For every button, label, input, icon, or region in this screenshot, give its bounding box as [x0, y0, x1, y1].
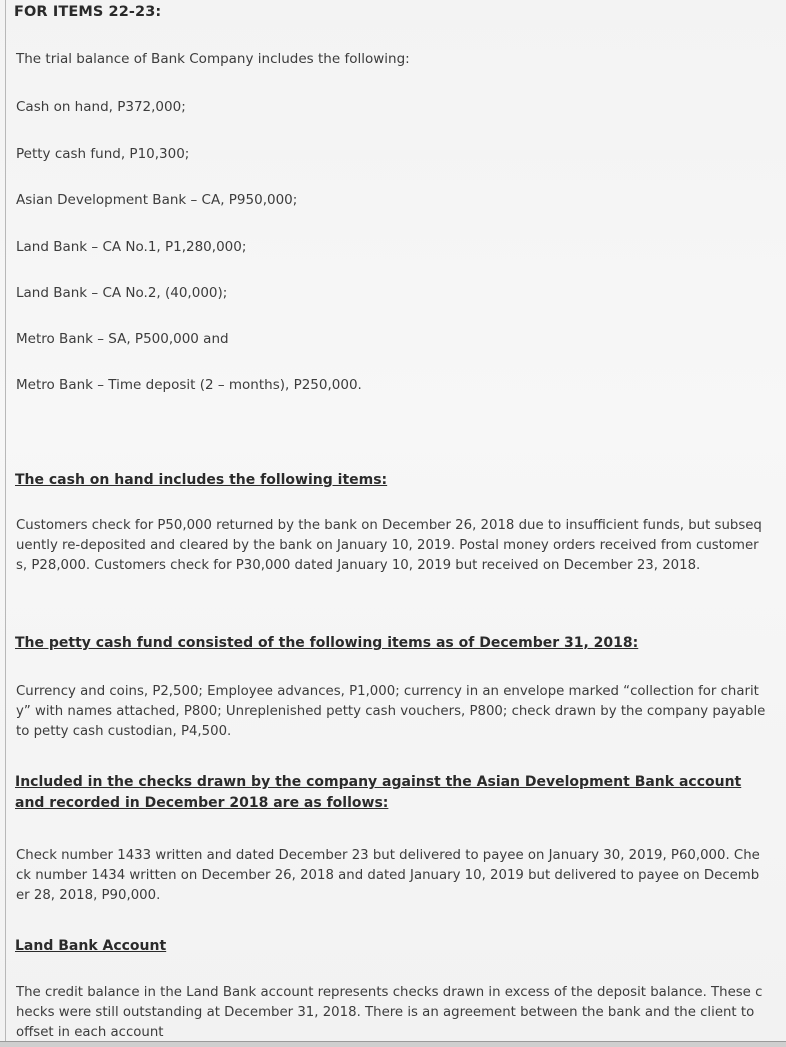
balance-item: Cash on hand, P372,000; [16, 99, 186, 115]
section-title-land-bank: Land Bank Account [15, 938, 167, 954]
section-title-petty-cash: The petty cash fund consisted of the following items as of December 31, 2018: [15, 635, 639, 651]
balance-item: Asian Development Bank – CA, P950,000; [16, 192, 298, 208]
items-heading: FOR ITEMS 22-23: [14, 4, 162, 20]
intro-text: The trial balance of Bank Company includes the following: [16, 51, 410, 67]
section-title-cash-on-hand: The cash on hand includes the following items: [15, 472, 388, 488]
section-body-land-bank: The credit balance in the Land Bank account represents checks drawn in excess of the deposit balance. These checks were still outstanding at December 31, 2018. There is an agreement between the bank and the client to offset in each account [16, 985, 763, 1040]
section-body-checks-drawn: Check number 1433 written and dated December 23 but delivered to payee on January 30, 2019, P60,000. Check number 1434 written on December 26, 2018 and dated January 10, 2019 but delivered to payee on December 28, 2018, P90,000. [16, 848, 760, 903]
balance-item: Land Bank – CA No.2, (40,000); [16, 285, 228, 301]
section-body-cash-on-hand: Customers check for P50,000 returned by the bank on December 26, 2018 due to insufficient funds, but subsequently re-deposited and cleared by the bank on January 10, 2019. Postal money orders received from customers, P28,000. Customers check for P30,000 dated January 10, 2019 but received on December 23, 2018. [16, 518, 762, 573]
balance-item: Metro Bank – SA, P500,000 and [16, 331, 229, 347]
bottom-border [0, 1041, 786, 1047]
balance-item: Petty cash fund, P10,300; [16, 146, 190, 162]
section-title-checks-drawn: Included in the checks drawn by the company against the Asian Development Bank account and recorded in December 2018 are as follows: [15, 774, 742, 811]
balance-item: Land Bank – CA No.1, P1,280,000; [16, 239, 247, 255]
left-border [5, 0, 6, 1046]
balance-item: Metro Bank – Time deposit (2 – months), P250,000. [16, 377, 362, 393]
section-body-petty-cash: Currency and coins, P2,500; Employee advances, P1,000; currency in an envelope marked “collection for charity” with names attached, P800; Unreplenished petty cash vouchers, P800; check drawn by the company payable to petty cash custodian, P4,500. [16, 684, 766, 739]
